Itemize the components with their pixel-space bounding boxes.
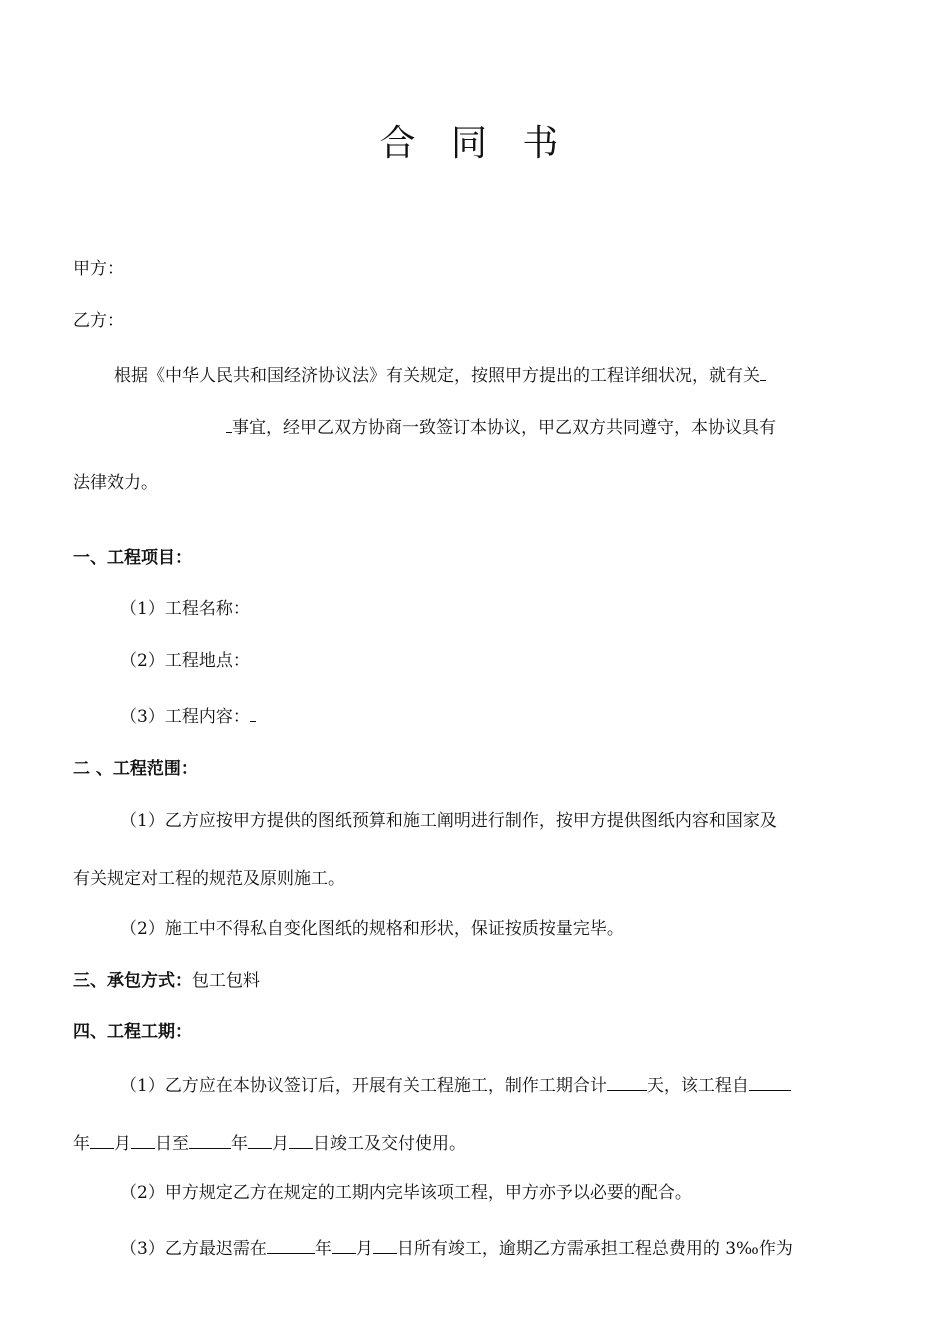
end-month-blank — [248, 1130, 272, 1149]
section-1-item-3 — [120, 703, 256, 728]
section-4-item-1-text-a: （1）乙方应在本协议签订后，开展有关工程施工，制作工期合计 — [120, 1076, 607, 1096]
month-label: 月 — [355, 1239, 373, 1259]
deadline-month-blank — [332, 1235, 356, 1254]
month-label: 月 — [272, 1134, 289, 1154]
section-4-item-1-line-1 — [120, 1072, 791, 1097]
section-4-item-3 — [120, 1235, 793, 1260]
section-1-item-1: （1）工程名称： — [120, 599, 250, 619]
section-4-item-1-line-2 — [73, 1130, 466, 1155]
section-2-item-1-line-1: （1）乙方应按甲方提供的图纸预算和施工阐明进行制作，按甲方提供图纸内容和国家及 — [120, 811, 777, 831]
section-2-item-1-line-2: 有关规定对工程的规范及原则施工。 — [73, 869, 345, 889]
section-3-heading: 三、承包方式： — [73, 971, 192, 991]
end-year-blank — [189, 1130, 231, 1149]
section-1-item-3-text: （3）工程内容： — [120, 707, 250, 727]
preamble-line-2 — [226, 414, 776, 439]
preamble-line-1 — [114, 362, 766, 387]
deadline-day-blank — [373, 1235, 397, 1254]
start-day-blank — [131, 1130, 155, 1149]
section-4-item-2: （2）甲方规定乙方在规定的工期内完毕该项工程，甲方亦予以必要的配合。 — [120, 1183, 692, 1203]
section-4-item-3-text-a: （3）乙方最迟需在 — [120, 1239, 267, 1259]
section-4-item-1-end: 日竣工及交付使用。 — [313, 1134, 466, 1154]
day-to-label: 日至 — [155, 1134, 189, 1154]
section-4-heading: 四、工程工期： — [73, 1022, 192, 1042]
days-blank — [607, 1072, 647, 1091]
section-2-item-2: （2）施工中不得私自变化图纸的规格和形状，保证按质按量完毕。 — [120, 919, 624, 939]
section-1-item-2: （2）工程地点： — [120, 651, 250, 671]
section-1-heading: 一、工程项目： — [73, 548, 192, 568]
preamble-line-3: 法律效力。 — [73, 473, 158, 493]
section-4-item-1-text-b: 天，该工程自 — [646, 1076, 749, 1096]
party-b-label: 乙方： — [73, 311, 124, 331]
start-month-blank — [90, 1130, 114, 1149]
year-label: 年 — [314, 1239, 332, 1259]
year-label: 年 — [231, 1134, 248, 1154]
end-day-blank — [289, 1130, 313, 1149]
start-year-blank — [749, 1072, 791, 1091]
section-3-value: 包工包料 — [192, 971, 260, 991]
deadline-year-blank — [267, 1235, 315, 1254]
section-4-item-3-text-b: 日所有竣工，逾期乙方需承担工程总费用的 3‰作为 — [396, 1239, 793, 1259]
section-2-heading: 二 、工程范围： — [73, 759, 198, 779]
blank-underline — [250, 703, 256, 722]
party-a-label: 甲方： — [73, 259, 124, 279]
year-label: 年 — [73, 1134, 90, 1154]
blank-underline — [760, 362, 766, 381]
preamble-text-1: 根据《中华人民共和国经济协议法》有关规定，按照甲方提出的工程详细状况，就有关 — [114, 366, 760, 386]
section-3 — [73, 970, 260, 992]
month-label: 月 — [114, 1134, 131, 1154]
document-title: 合 同 书 — [379, 123, 571, 164]
preamble-text-2: 事宜，经甲乙双方协商一致签订本协议，甲乙双方共同遵守，本协议具有 — [232, 418, 776, 438]
